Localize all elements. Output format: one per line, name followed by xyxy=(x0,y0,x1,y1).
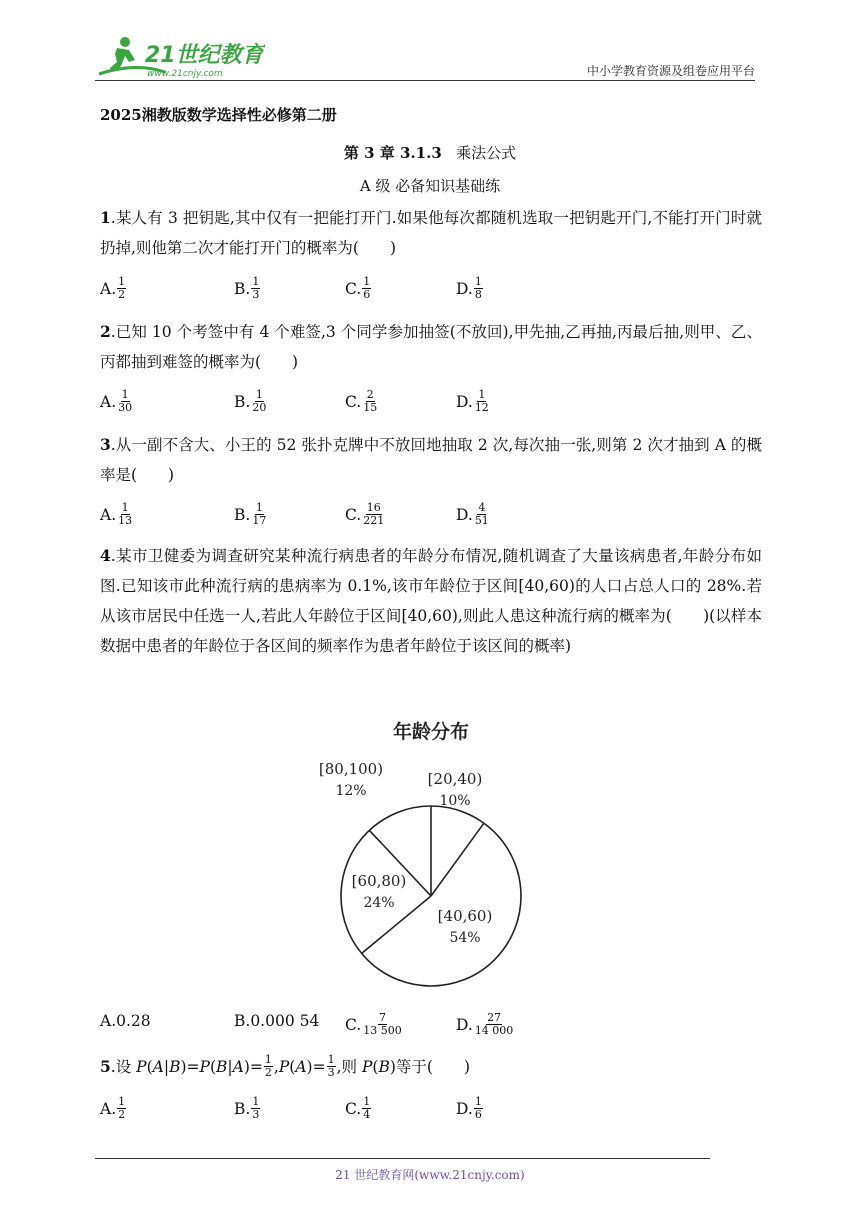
slice-percent-label: 54% xyxy=(449,930,481,946)
option-b[interactable]: B.0.000 54 xyxy=(234,1012,320,1030)
option-d[interactable]: D. $\frac{1}{8}$ xyxy=(456,275,482,301)
pie-slice-label xyxy=(319,760,383,799)
question-number: 2 xyxy=(100,322,111,341)
fraction: $\frac{1}{3}$ xyxy=(327,1052,335,1079)
slice-percent-label: 10% xyxy=(439,793,471,809)
platform-name: 中小学教育资源及组卷应用平台 xyxy=(586,64,755,78)
question-text: .某人有 3 把钥匙,其中仅有一把能打开门.如果他每次都随机选取一把钥匙开门,不能打开门时就扔掉,则他第二次才能打开门的概率为( ) xyxy=(100,209,762,257)
options-q3 xyxy=(100,502,740,532)
question-text: .从一副不含大、小王的 52 张扑克牌中不放回地抽取 2 次,每次抽一张,则第 2 次才抽到 A 的概率是( ) xyxy=(100,436,762,484)
option-b[interactable]: B. $\frac{1}{20}$ xyxy=(234,388,267,414)
age-pie-chart xyxy=(310,712,550,1007)
pie-svg xyxy=(310,712,550,1007)
question-text: .已知 10 个考签中有 4 个难签,3 个同学参加抽签(不放回),甲先抽,乙再抽,丙最后抽,则甲、乙、丙都抽到难签的概率为( ) xyxy=(100,323,762,371)
slice-range-label: [20,40) xyxy=(427,770,483,788)
slice-range-label: [80,100) xyxy=(318,760,384,778)
option-d[interactable]: D. $\frac{1}{12}$ xyxy=(456,388,489,414)
option-d[interactable]: D. $\frac{27}{14 000}$ xyxy=(456,1011,514,1037)
footer-divider xyxy=(95,1158,710,1159)
option-a[interactable]: A.0.28 xyxy=(100,1012,151,1030)
site-logo xyxy=(95,32,265,80)
option-c[interactable]: C. $\frac{1}{4}$ xyxy=(345,1095,371,1121)
slice-percent-label: 12% xyxy=(335,783,367,799)
question-text: .某市卫健委为调查研究某种流行病患者的年龄分布情况,随机调查了大量该病患者,年龄分布如图.已知该市此种流行病的患病率为 0.1%,该市年龄位于区间[40,60)的人口占总人口的 28%.若从该市居民中任选一人,若此人年龄位于区间[40,60),则此人患这种流行病的概率为( )(以样本数据中患者的年龄位于各区间的频率作为患者年龄位于该区间的概率) xyxy=(100,547,762,655)
doc-title: 2025湘教版数学选择性必修第二册 xyxy=(100,106,337,124)
question-number: 3 xyxy=(100,435,111,454)
option-a[interactable]: A. $\frac{1}{2}$ xyxy=(100,1095,126,1121)
question-number: 4 xyxy=(100,546,111,565)
options-q2 xyxy=(100,389,740,419)
chapter-number: 第 3 章 3.1.3 xyxy=(343,144,442,162)
option-a[interactable]: A. $\frac{1}{2}$ xyxy=(100,275,126,301)
pie-slice-label xyxy=(428,770,483,809)
option-d[interactable]: D. $\frac{4}{51}$ xyxy=(456,501,489,527)
question-1 xyxy=(100,203,762,263)
question-3 xyxy=(100,430,762,490)
options-q4 xyxy=(100,1012,740,1042)
pie-slice-label xyxy=(352,872,407,911)
option-b[interactable]: B. $\frac{1}{3}$ xyxy=(234,275,260,301)
section-title xyxy=(0,142,860,163)
question-number: 1 xyxy=(100,208,111,227)
chart-title: 年龄分布 xyxy=(392,721,470,743)
option-c[interactable]: C. $\frac{2}{15}$ xyxy=(345,388,378,414)
option-b[interactable]: B. $\frac{1}{17}$ xyxy=(234,501,267,527)
level-heading: A 级 必备知识基础练 xyxy=(359,177,501,195)
slice-range-label: [60,80) xyxy=(351,872,407,890)
logo-text: 21世纪教育 xyxy=(145,43,264,68)
question-2 xyxy=(100,317,762,377)
header-divider xyxy=(95,80,755,81)
question-5: 5.设 P(A|B)=P(B|A)= $\frac{1}{2}$ ,P(A)= $\frac{1}{3}$ ,则 P(B)等于( ) xyxy=(100,1052,470,1079)
section-name: 乘法公式 xyxy=(456,144,517,162)
option-c[interactable]: C. $\frac{7}{13 500}$ xyxy=(345,1011,402,1037)
question-4 xyxy=(100,541,762,661)
option-a[interactable]: A. $\frac{1}{30}$ xyxy=(100,388,133,414)
footer-link[interactable]: 21 世纪教育网(www.21cnjy.com) xyxy=(335,1168,525,1182)
logo-url: www.21cnjy.com xyxy=(147,69,223,79)
options-q5 xyxy=(100,1096,740,1126)
options-q1 xyxy=(100,276,740,306)
option-c[interactable]: C. $\frac{16}{221}$ xyxy=(345,501,385,527)
pie-slice-label xyxy=(438,907,493,946)
question-number: 5 xyxy=(100,1057,111,1076)
slice-percent-label: 24% xyxy=(363,895,395,911)
option-d[interactable]: D. $\frac{1}{6}$ xyxy=(456,1095,482,1121)
option-c[interactable]: C. $\frac{1}{6}$ xyxy=(345,275,371,301)
slice-range-label: [40,60) xyxy=(437,907,493,925)
fraction: $\frac{1}{2}$ xyxy=(264,1052,272,1079)
option-a[interactable]: A. $\frac{1}{13}$ xyxy=(100,501,133,527)
option-b[interactable]: B. $\frac{1}{3}$ xyxy=(234,1095,260,1121)
pie-slice-divider xyxy=(431,823,484,896)
